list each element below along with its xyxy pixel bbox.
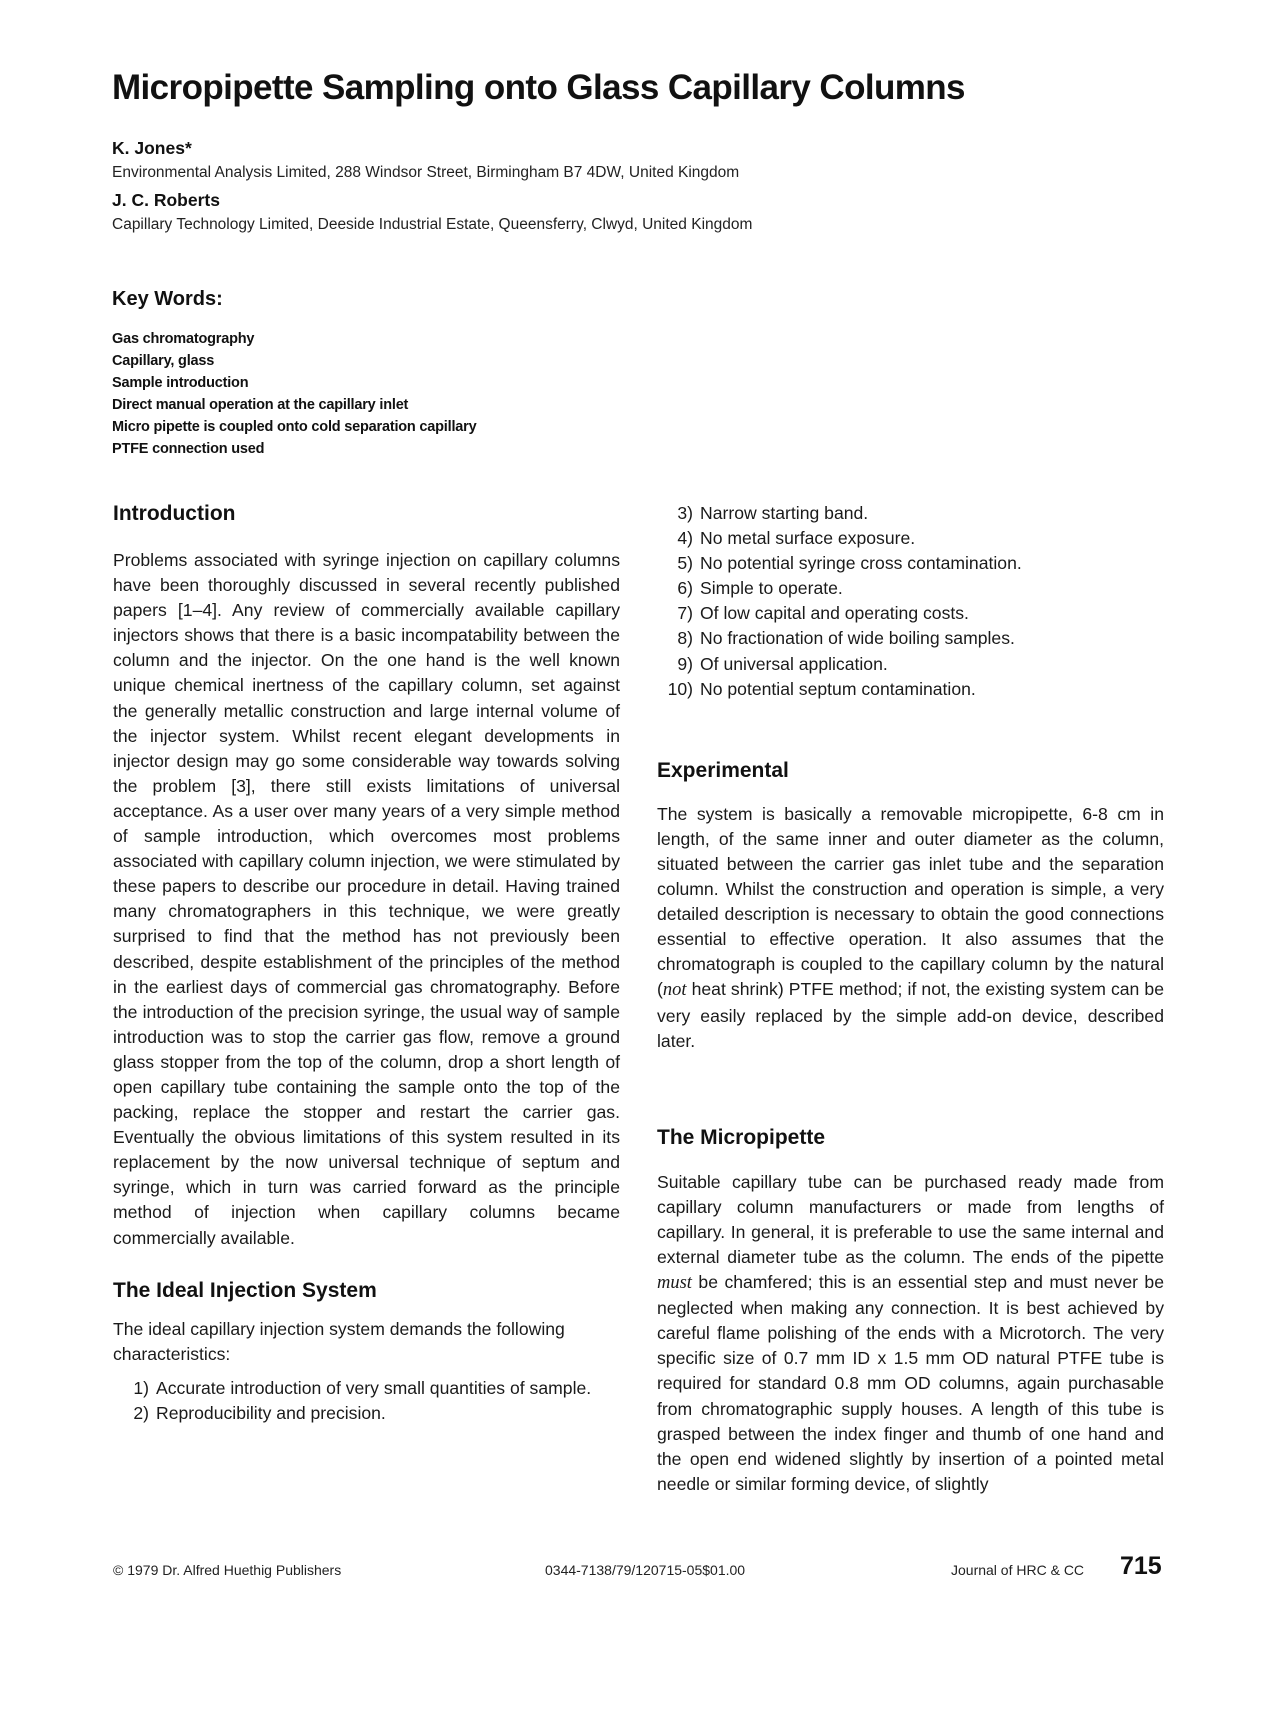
list-number: 2) xyxy=(133,1402,149,1423)
footer-copyright: © 1979 Dr. Alfred Huethig Publishers xyxy=(113,1562,342,1578)
list-number: 8) xyxy=(677,628,693,649)
section-heading-introduction: Introduction xyxy=(113,502,236,525)
footer-journal: Journal of HRC & CC xyxy=(951,1562,1085,1578)
micropipette-text: be chamfered; this is an essential step and must never be neglected when making any connection. It is best achieved by careful flame polishing of the ends with a Microtorch. The very specific size of 0.7 mm ID x 1.5 mm OD natural PTFE tube is required for standard 0.8 mm OD columns, again purchasable from chromatographic supply houses. A length of this tube is grasped between the index finger and thumb of one hand and the open end widened slightly by insertion of a pointed metal needle or similar forming device, of slightly xyxy=(657,1272,1164,1494)
paper-title: Micropipette Sampling onto Glass Capillary Columns xyxy=(112,68,965,107)
author-name: J. C. Roberts xyxy=(112,190,220,210)
section-heading-experimental: Experimental xyxy=(657,758,789,782)
right-column xyxy=(657,500,1164,1497)
list-item xyxy=(657,501,1164,526)
list-item xyxy=(657,551,1164,576)
micropipette-paragraph xyxy=(657,1170,1164,1497)
list-item xyxy=(657,526,1164,551)
list-text: Reproducibility and precision. xyxy=(156,1402,386,1423)
list-item xyxy=(657,601,1164,626)
list-text: No potential syringe cross contamination. xyxy=(700,553,1022,574)
left-column xyxy=(113,500,620,1426)
experimental-emphasis: not xyxy=(662,980,687,1001)
page-number: 715 xyxy=(1120,1552,1162,1580)
list-text: No potential septum contamination. xyxy=(700,678,976,699)
introduction-paragraph: Problems associated with syringe injection on capillary columns have been thoroughly discussed in several recently published papers [1–4]. Any review of commercially available capillary injectors shows that there is a basic incompatability between the column and the injector. On the one hand is the well known unique chemical inertness of the capillary column, set against the generally metallic construction and large internal volume of the injector system. Whilst recent elegant developments in injector design may go some considerable way towards solving the problem [3], there still exists limitations of universal acceptance. As a user over many years of a very simple method of sample introduction, which overcomes most problems associated with capillary column injection, we were stimulated by these papers to describe our procedure in detail. Having trained many chromatographers in this technique, we were greatly surprised to find that the method has not previously been described, despite establishment of the principles of the method in the earliest days of commercial gas chromatography. Before the introduction of the precision syringe, the usual way of sample introduction was to stop the carrier gas flow, remove a ground glass stopper from the top of the column, drop a short length of open capillary tube containing the sample onto the top of the packing, replace the stopper and restart the carrier gas. Eventually the obvious limitations of this system resulted in its replacement by the now universal technique of septum and syringe, which in turn was carried forward as the principle method of injection when capillary columns became commercially available. xyxy=(113,550,620,1248)
list-item xyxy=(657,576,1164,601)
list-number: 4) xyxy=(677,528,693,549)
keyword-item: Capillary, glass xyxy=(112,353,215,369)
footer-code: 0344-7138/79/120715-05$01.00 xyxy=(545,1562,746,1578)
list-item xyxy=(113,1376,620,1401)
list-number: 9) xyxy=(677,653,693,674)
characteristics-list-continued xyxy=(657,501,1164,702)
list-number: 10) xyxy=(667,678,693,699)
section-heading-ideal-system: The Ideal Injection System xyxy=(113,1278,377,1302)
list-item xyxy=(657,626,1164,651)
list-number: 7) xyxy=(677,603,693,624)
keyword-item: Micro pipette is coupled onto cold separation capillary xyxy=(112,419,477,435)
list-text: Simple to operate. xyxy=(700,578,843,599)
list-number: 1) xyxy=(133,1377,149,1398)
micropipette-emphasis: must xyxy=(657,1273,692,1294)
keywords-list xyxy=(112,328,476,460)
keyword-item: Direct manual operation at the capillary inlet xyxy=(112,397,409,413)
list-text: No fractionation of wide boiling samples. xyxy=(700,628,1015,649)
list-text: No metal surface exposure. xyxy=(700,528,916,549)
list-text: Accurate introduction of very small quantities of sample. xyxy=(156,1377,592,1398)
experimental-text: The system is basically a removable micropipette, 6-8 cm in length, of the same inner and outer diameter as the column, situated between the carrier gas inlet tube and the separation column. Whilst the construction and operation is simple, a very detailed description is necessary to obtain the good connections essential to effective operation. It also assumes that the chromatograph is coupled to the capillary column by the natural ( xyxy=(657,803,1164,1000)
keyword-item: Sample introduction xyxy=(112,375,249,391)
list-item xyxy=(113,1401,620,1426)
keyword-item: PTFE connection used xyxy=(112,441,265,457)
ideal-system-intro: The ideal capillary injection system demands the following characteristics: xyxy=(113,1318,565,1364)
list-number: 3) xyxy=(677,503,693,523)
list-text: Of universal application. xyxy=(700,653,888,674)
keywords-heading: Key Words: xyxy=(112,288,223,310)
micropipette-text: Suitable capillary tube can be purchased ready made from capillary column manufacturers or made from lengths of capillary. In general, it is preferable to use the same internal and external diameter tube as the column. The ends of the pipette xyxy=(657,1171,1164,1267)
list-number: 5) xyxy=(677,553,693,574)
author-name: K. Jones* xyxy=(112,138,192,158)
list-item xyxy=(657,677,1164,702)
experimental-paragraph xyxy=(657,802,1164,1054)
section-heading-micropipette: The Micropipette xyxy=(657,1125,826,1149)
characteristics-list xyxy=(113,1376,620,1426)
list-text: Of low capital and operating costs. xyxy=(700,603,969,624)
experimental-text: heat shrink) PTFE method; if not, the existing system can be very easily replaced by the simple add-on device, described later. xyxy=(657,979,1164,1051)
author-affiliation: Environmental Analysis Limited, 288 Windsor Street, Birmingham B7 4DW, United Kingdom xyxy=(112,164,740,181)
list-text: Narrow starting band. xyxy=(700,503,869,523)
keyword-item: Gas chromatography xyxy=(112,331,255,347)
list-number: 6) xyxy=(677,578,693,599)
list-item xyxy=(657,652,1164,677)
author-affiliation: Capillary Technology Limited, Deeside Industrial Estate, Queensferry, Clwyd, United Kingdom xyxy=(112,216,753,233)
